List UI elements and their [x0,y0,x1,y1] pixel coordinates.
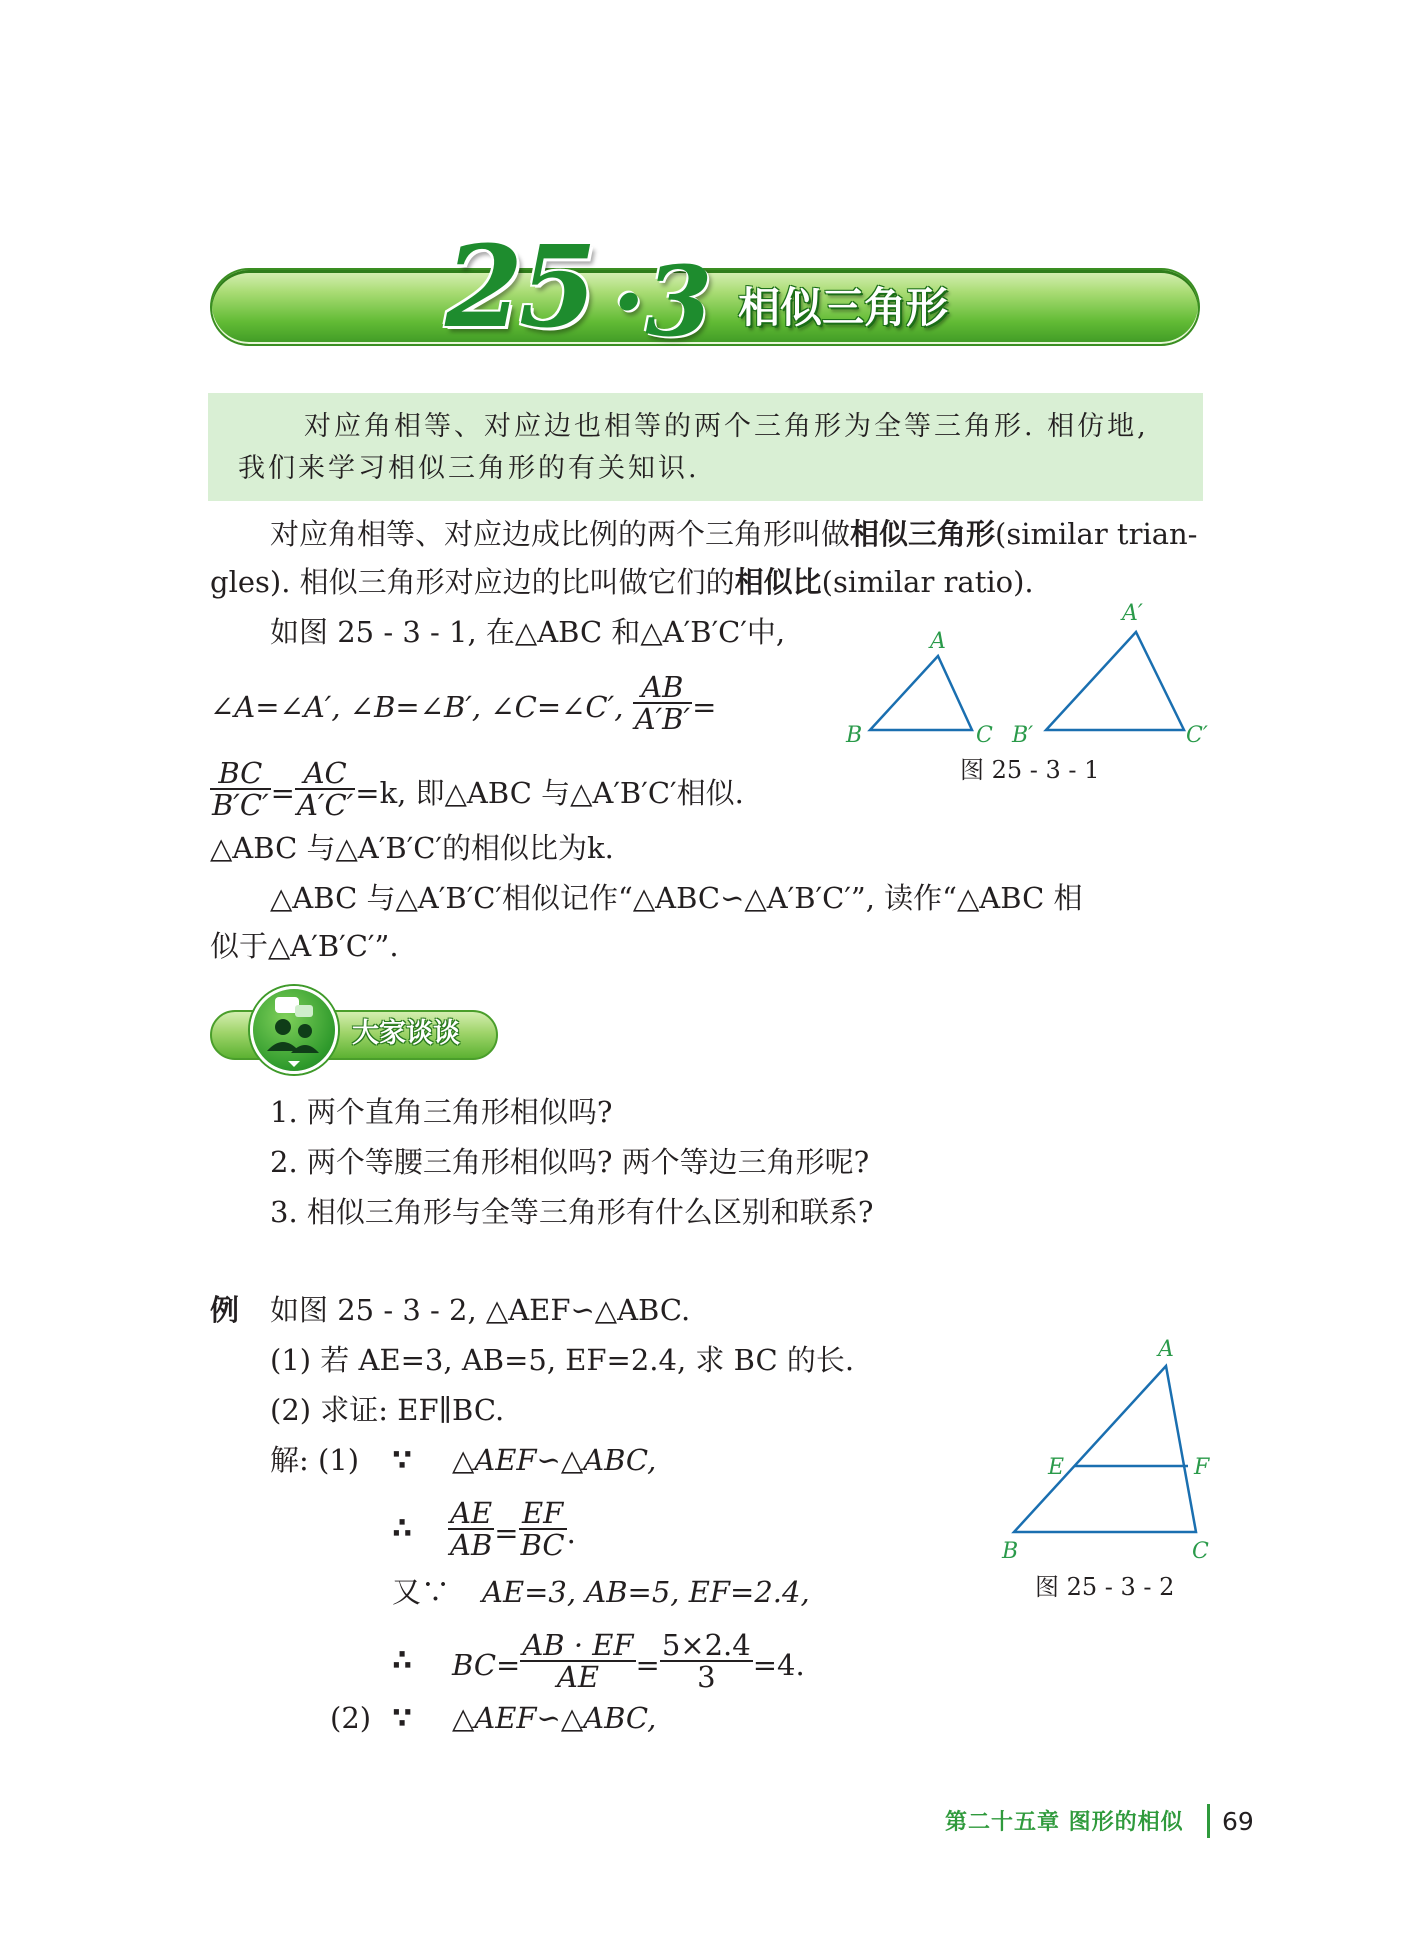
fraction-ac [295,758,355,820]
fraction-numerator: EF [519,1498,567,1530]
term-similarity-ratio: 相似比 [734,565,822,599]
discussion-label: 大家谈谈 [352,1018,460,1049]
fraction-ae-ab [448,1498,494,1560]
solution-step-3-head: 又∵ [392,1575,451,1609]
therefore-symbol: ∴ [392,1511,413,1545]
fraction-ab [633,672,692,734]
because-symbol: ∵ [392,1443,413,1477]
angle-equalities: ∠A=∠A′, ∠B=∠B′, ∠C=∠C′, [210,690,624,724]
similarity-statement: =k, 即△ABC 与△A′B′C′相似. [355,776,744,810]
intro-line-2: 我们来学习相似三角形的有关知识. [238,453,700,484]
example-tag: 例 [210,1293,240,1327]
equals-sign: = [270,776,295,810]
definition-text: gles). 相似三角形对应边的比叫做它们的 [210,565,735,599]
page-number: 69 [1222,1807,1254,1836]
equals-sign: = [692,690,717,724]
example-question-1: (1) 若 AE=3, AB=5, EF=2.4, 求 BC 的长. [270,1343,855,1377]
definition-text: 对应角相等、对应边成比例的两个三角形叫做 [270,517,851,551]
discussion-icon-circle [250,986,338,1074]
example-question-2: (2) 求证: EF∥BC. [270,1393,505,1427]
fraction-bc [210,758,271,820]
fraction-numerator: AB [633,672,692,704]
fraction-value [660,1630,753,1692]
vertex-label: F [1194,1455,1210,1480]
vertex-label: B [846,723,863,748]
vertex-label: B [1002,1539,1019,1562]
equals-sign: = [635,1648,660,1682]
para-line-1: 如图 25 - 3 - 1, 在△ABC 和△A′B′C′中, [270,615,786,649]
result: =4. [752,1648,805,1682]
definition-line-1 [270,514,1197,554]
solution-step-3: AE=3, AB=5, EF=2.4, [482,1575,810,1609]
equation-lhs: BC= [452,1648,521,1682]
vertex-label: E [1048,1455,1065,1480]
triangle-abc [870,656,972,730]
figure-25-3-1 [840,590,1220,760]
fraction-numerator: 5×2.4 [661,1628,751,1662]
fraction-denominator: A′C′ [296,788,354,822]
solution-part-2: △AEF∽△ABC, [452,1701,657,1735]
vertex-label: A [930,629,946,654]
intro-box [208,393,1203,501]
because-symbol: ∵ [392,1701,413,1735]
solution-step-1: △AEF∽△ABC, [452,1443,657,1477]
vertex-label: A [1158,1337,1174,1362]
section-subnumber: ·3 [612,245,713,358]
definition-english: (similar trian- [995,517,1198,551]
solution-part-2-head: (2) [330,1701,372,1735]
vertex-label: A′ [1122,601,1143,626]
vertex-label: C [1192,1539,1209,1562]
fraction-ab-ef-ae [520,1630,635,1692]
intro-line-1: 对应角相等、对应边也相等的两个三角形为全等三角形. 相仿地, [304,411,1149,442]
vertex-label: C′ [1186,723,1208,748]
discussion-item-2: 2. 两个等腰三角形相似吗? 两个等边三角形呢? [270,1145,870,1179]
solution-step-4 [452,1628,805,1698]
triangle-abc [1014,1366,1196,1532]
discussion-item-3: 3. 相似三角形与全等三角形有什么区别和联系? [270,1195,874,1229]
footer-divider [1207,1804,1210,1838]
figure-caption-2: 图 25 - 3 - 2 [1035,1573,1175,1601]
para-line-2 [210,670,717,740]
people-talking-icon [253,989,335,1071]
equals-sign: = [494,1516,519,1550]
para-line-3 [210,756,744,826]
para-line-6: 似于△A′B′C′”. [210,929,399,963]
period: . [566,1516,576,1550]
fraction-denominator: BC [520,1528,565,1562]
discussion-item-1: 1. 两个直角三角形相似吗? [270,1095,613,1129]
fraction-denominator: B′C′ [212,788,269,822]
footer-chapter: 第二十五章 图形的相似 [945,1810,1184,1835]
fraction-denominator: AE [556,1660,599,1694]
fraction-numerator: BC [210,758,271,790]
para-line-5: △ABC 与△A′B′C′相似记作“△ABC∽△A′B′C′”, 读作“△ABC 相 [270,881,1083,915]
example-intro: 如图 25 - 3 - 2, △AEF∽△ABC. [270,1293,691,1327]
figure-25-3-2 [990,1332,1230,1562]
para-line-4: △ABC 与△A′B′C′的相似比为k. [210,831,614,865]
figure-caption-1: 图 25 - 3 - 1 [960,756,1100,784]
solution-step-2 [448,1496,576,1566]
section-title: 相似三角形 [738,283,949,332]
term-similar-triangles: 相似三角形 [850,517,996,551]
vertex-label: C [976,723,993,748]
definition-english: (similar ratio). [821,565,1034,599]
fraction-denominator: AB [450,1528,493,1562]
fraction-numerator: AE [448,1498,494,1530]
fraction-denominator: A′B′ [634,702,691,736]
triangle-a-prime [1046,632,1184,730]
vertex-label: B′ [1012,723,1034,748]
fraction-numerator: AB · EF [522,1628,634,1662]
fraction-numerator: AC [295,758,355,790]
fraction-denominator: 3 [697,1660,716,1694]
section-number: 25 [445,222,593,353]
fraction-ef-bc [519,1498,567,1560]
therefore-symbol: ∴ [392,1643,413,1677]
solution-head: 解: (1) [270,1443,360,1477]
